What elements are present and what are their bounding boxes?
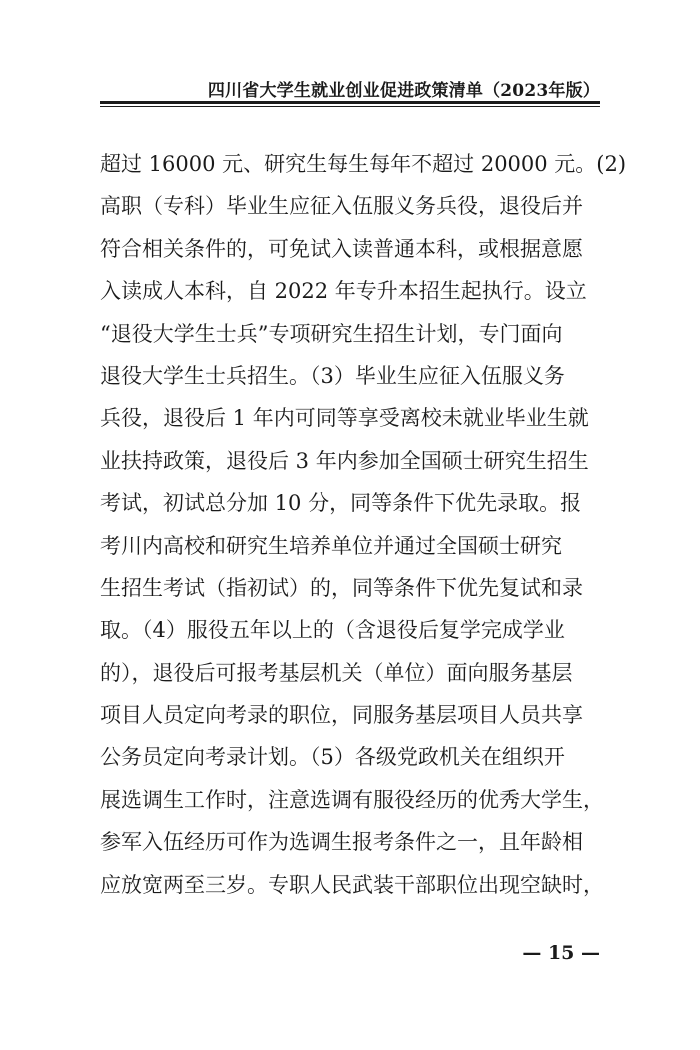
text-line: 公务员定向考录计划。（5）各级党政机关在组织开 xyxy=(100,745,565,770)
text-line: 生招生考试（指初试）的，同等条件下优先复试和录 xyxy=(100,575,583,600)
text-line: 符合相关条件的，可免试入读普通本科，或根据意愿 xyxy=(100,236,583,261)
text-line: 展选调生工作时，注意选调有服役经历的优秀大学生， xyxy=(100,787,604,812)
text-line: 取。（4）服役五年以上的（含退役后复学完成学业 xyxy=(100,618,565,643)
document-header-title: 四川省大学生就业创业促进政策清单（2023年版） xyxy=(207,81,600,101)
text-line: 业扶持政策，退役后 3 年内参加全国硕士研究生招生 xyxy=(100,448,589,473)
text-line: 兵役，退役后 1 年内可同等享受离校未就业毕业生就 xyxy=(100,406,589,431)
body-paragraph xyxy=(100,143,627,906)
text-line: 超过 16000 元、研究生每生每年不超过 20000 元。(2) xyxy=(100,152,627,176)
header-rule-thin xyxy=(100,106,600,107)
text-line: 考川内高校和研究生培养单位并通过全国硕士研究 xyxy=(100,533,562,558)
text-line: 参军入伍经历可作为选调生报考条件之一，且年龄相 xyxy=(100,830,583,855)
text-line: 入读成人本科，自 2022 年专升本招生起执行。设立 xyxy=(100,279,587,304)
header-rule-thick xyxy=(100,101,600,104)
text-line: 考试，初试总分加 10 分，同等条件下优先录取。报 xyxy=(100,491,582,516)
text-line: 的），退役后可报考基层机关（单位）面向服务基层 xyxy=(100,660,573,685)
page-number: — 15 — xyxy=(522,942,600,964)
text-line: 项目人员定向考录的职位，同服务基层项目人员共享 xyxy=(100,703,583,728)
text-line: 退役大学生士兵招生。（3）毕业生应征入伍服义务 xyxy=(100,363,565,388)
text-line: “退役大学生士兵”专项研究生招生计划，专门面向 xyxy=(100,321,563,346)
text-line: 高职（专科）毕业生应征入伍服义务兵役，退役后并 xyxy=(100,194,583,219)
text-line: 应放宽两至三岁。专职人民武装干部职位出现空缺时， xyxy=(100,872,604,897)
